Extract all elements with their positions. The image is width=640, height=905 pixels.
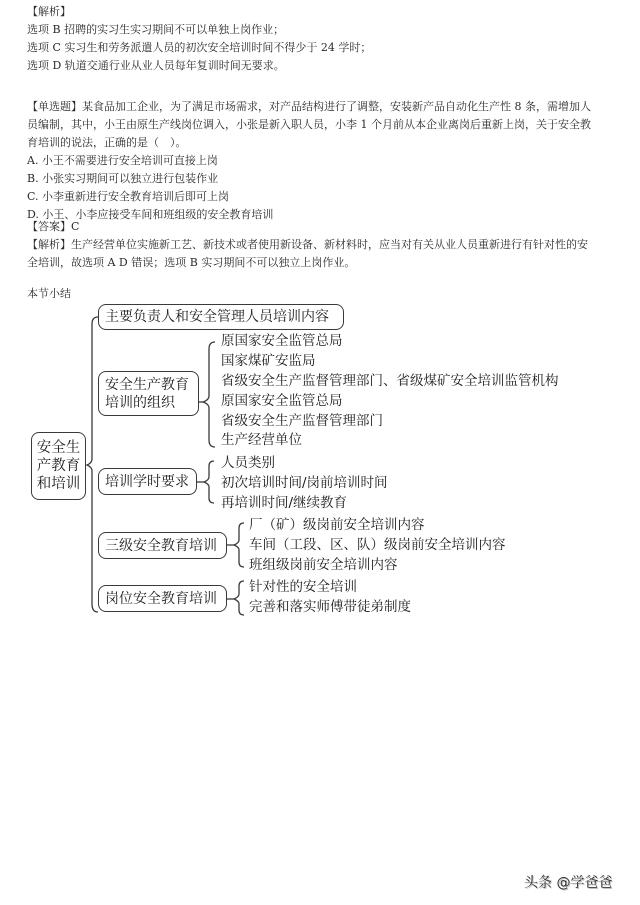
answer-analysis-line: 【解析】生产经营单位实施新工艺、新技术或者使用新设备、新材料时，应当对有关从业人员重新进行有针对性的安 [27, 238, 588, 251]
leaf-item: 省级安全生产监督管理部门 [221, 413, 383, 429]
root-line: 安全生 [36, 440, 81, 456]
leaf-item: 人员类别 [221, 455, 275, 471]
leaf-item: 班组级岗前安全培训内容 [249, 557, 398, 573]
root-line: 和培训 [36, 476, 81, 492]
mindmap-root [31, 432, 86, 500]
leaf-item: 原国家安全监管总局 [221, 393, 343, 409]
leaf-item: 初次培训时间/岗前培训时间 [221, 475, 388, 491]
root-line: 产教育 [36, 458, 81, 474]
answer-analysis-line: 全培训，故选项 A D 错误；选项 B 实习期间不可以独立上岗作业。 [27, 256, 356, 269]
question-line: 【单选题】某食品加工企业，为了满足市场需求，对产品结构进行了调整，安装新产品自动化生产性 8 条，需增加人 [27, 100, 591, 113]
question-line: 员编制，其中，小王由原生产线岗位调入，小张是新入职人员，小李 1 个月前从本企业离岗后重新上岗，关于安全教 [27, 118, 591, 131]
analysis-line: 选项 B 招聘的实习生实习期间不可以单独上岗作业； [27, 23, 285, 36]
option-b: B. 小张实习期间可以独立进行包装作业 [27, 172, 219, 185]
leaf-item: 再培训时间/继续教育 [221, 495, 348, 511]
option-d: D. 小王、小李应接受车间和班组级的安全教育培训 [27, 208, 274, 221]
question-block [27, 98, 617, 224]
branch-training-organization: 安全生产教育 培训的组织 [98, 371, 199, 416]
leaf-item: 完善和落实师傅带徒弟制度 [249, 599, 411, 615]
branch-post-training: 岗位安全教育培训 [98, 585, 227, 612]
option-a: A. 小王不需要进行安全培训可直接上岗 [27, 154, 218, 167]
analysis-heading: 【解析】 [27, 5, 71, 18]
leaf-item: 生产经营单位 [221, 432, 302, 448]
leaf-item: 车间（工段、区、队）级岗前安全培训内容 [249, 537, 506, 553]
leaf-item: 厂（矿）级岗前安全培训内容 [249, 517, 425, 533]
question-line: 育培训的说法，正确的是（ ）。 [27, 136, 187, 149]
analysis-line: 选项 C 实习生和劳务派遣人员的初次安全培训时间不得少于 24 学时； [27, 41, 372, 54]
analysis-block-1 [27, 3, 617, 75]
leaf-item: 针对性的安全培训 [249, 579, 357, 595]
branch-training-hours: 培训学时要求 [98, 468, 197, 495]
answer-label: 【答案】C [27, 220, 80, 233]
option-c: C. 小李重新进行安全教育培训后即可上岗 [27, 190, 230, 203]
leaf-item: 省级安全生产监督管理部门、省级煤矿安全培训监管机构 [221, 373, 559, 389]
leaf-item: 原国家安全监管总局 [221, 333, 343, 349]
branch-training-content: 主要负责人和安全管理人员培训内容 [98, 304, 344, 330]
answer-block [27, 218, 617, 272]
summary-title: 本节小结 [27, 287, 71, 300]
analysis-line: 选项 D 轨道交通行业从业人员每年复训时间无要求。 [27, 59, 285, 72]
branch-three-level-training: 三级安全教育培训 [98, 532, 227, 559]
leaf-item: 国家煤矿安监局 [221, 353, 316, 369]
watermark: 头条 @学爸爸 [524, 875, 613, 891]
